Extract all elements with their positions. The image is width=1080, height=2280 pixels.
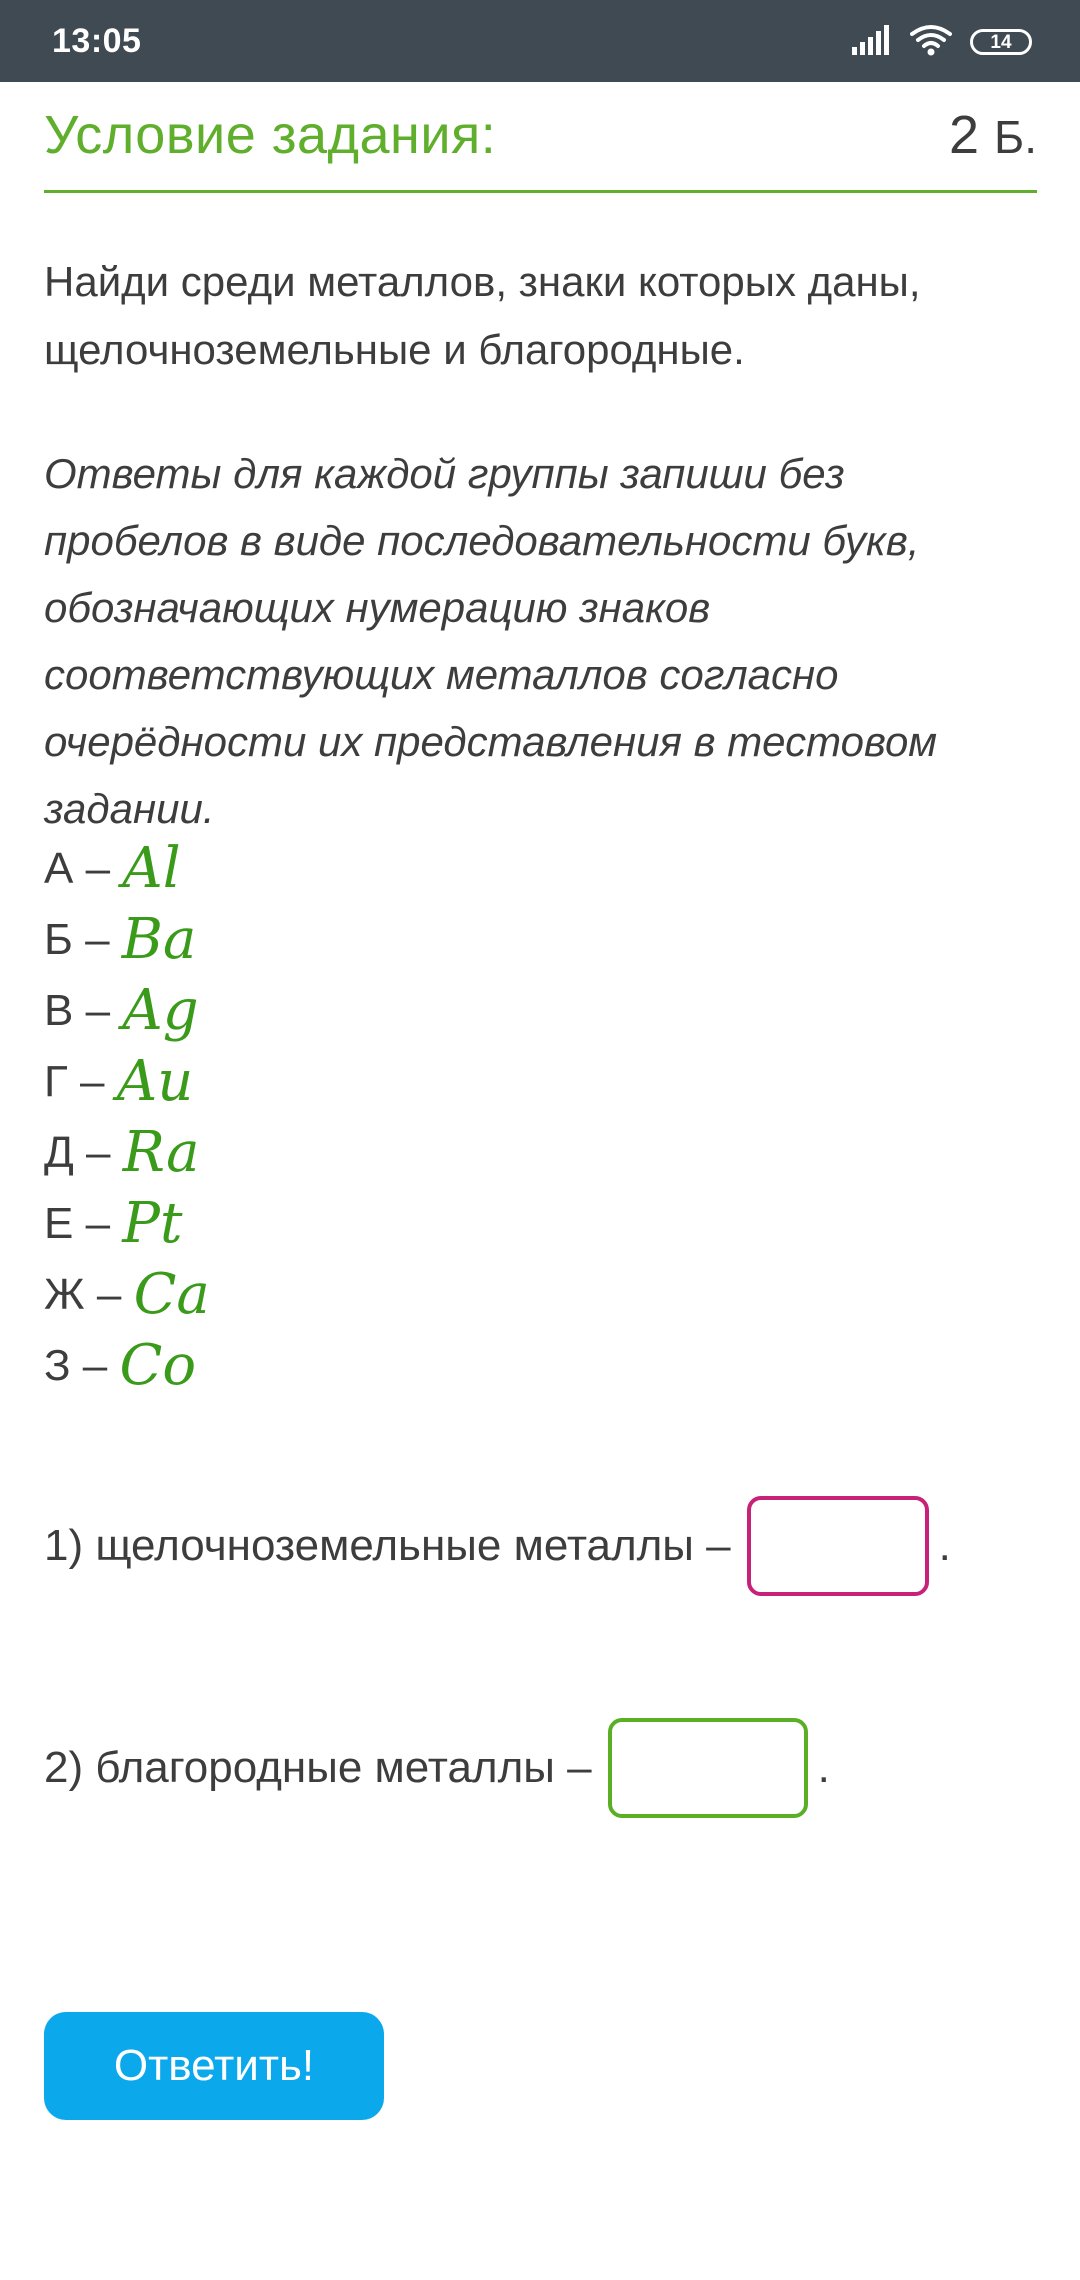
answer-1-input[interactable] [747,1496,929,1596]
battery-level: 14 [990,31,1012,53]
element-symbol: Ag [122,978,199,1043]
element-symbol: Al [122,836,181,901]
element-symbol: Pt [122,1191,183,1256]
item-separator: – [73,843,123,893]
submit-button[interactable]: Ответить! [44,2012,384,2120]
element-symbol: Co [119,1333,197,1398]
list-item [44,904,444,975]
points-value: 2 [948,105,980,165]
answer-2-input[interactable] [608,1718,808,1818]
item-letter: Г [44,1056,68,1106]
element-symbol: Ra [122,1120,200,1185]
item-letter: А [44,843,74,893]
item-letter: З [44,1340,71,1390]
task-header [44,98,1037,193]
item-letter: Б [44,914,73,964]
points-unit: Б. [994,111,1037,163]
item-separator: – [84,1269,134,1319]
item-separator: – [70,1340,120,1390]
status-icons [852,24,1032,60]
item-letter: Ж [44,1269,85,1319]
answer-2-period: . [817,1743,830,1792]
list-item [44,1117,444,1188]
item-separator: – [73,985,123,1035]
list-item [44,1259,444,1330]
list-item [44,833,444,904]
list-item [44,975,444,1046]
task-description: Найди среди металлов, знаки которых даны, щелочноземельные и благородные. [44,258,921,373]
status-bar [0,0,1080,82]
answer-row-1 [44,1496,951,1596]
page-title: Условие задания: [44,105,497,165]
points-label [949,104,1037,166]
item-letter: Д [44,1127,74,1177]
status-time: 13:05 [52,22,142,60]
element-symbol: Ba [121,907,197,972]
answer-2-label: 2) благородные металлы – [44,1743,592,1792]
battery-icon [970,29,1032,55]
element-symbol: Ca [133,1262,210,1327]
elements-list [44,833,444,1401]
answer-1-label: 1) щелочноземельные металлы – [44,1521,731,1570]
item-separator: – [73,1198,123,1248]
list-item [44,1046,444,1117]
list-item [44,1330,444,1401]
element-symbol: Au [116,1049,194,1114]
task-instruction: Ответы для каждой группы запиши без пробелов в виде последовательности букв, обозначающих нумерацию знаков соответствующих металлов согласно очерёдности их представления в тестовом задании. [44,450,938,832]
wifi-icon [910,24,952,61]
item-letter: Е [44,1198,74,1248]
list-item [44,1188,444,1259]
item-letter: В [44,985,74,1035]
answer-1-period: . [938,1521,951,1570]
item-separator: – [72,914,122,964]
signal-icon [852,25,892,60]
answer-row-2 [44,1718,830,1818]
item-separator: – [67,1056,117,1106]
item-separator: – [73,1127,123,1177]
